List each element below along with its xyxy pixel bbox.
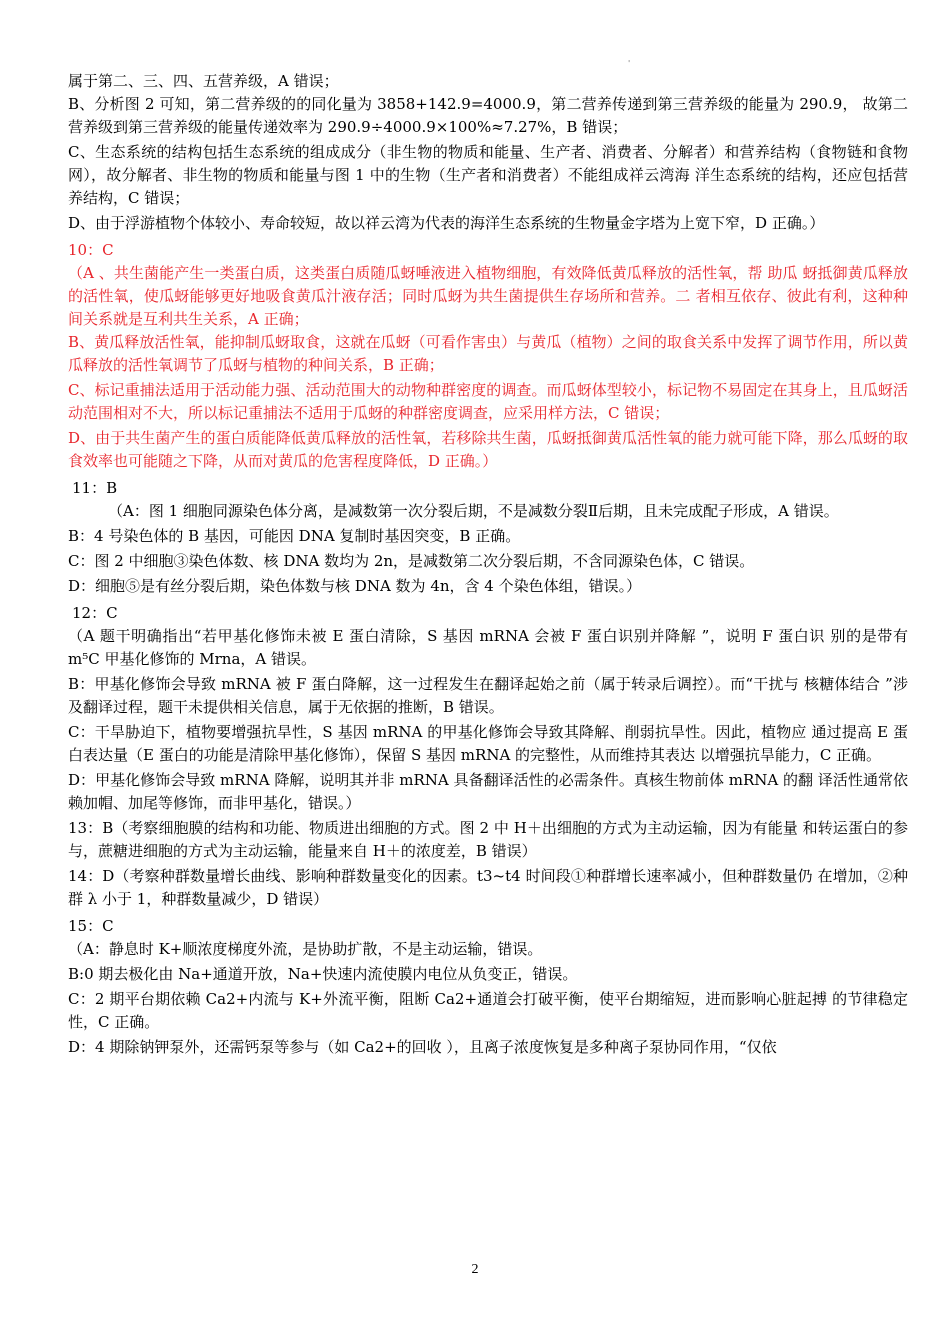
q9-option-b: B、分析图 2 可知，第二营养级的的同化量为 3858+142.9=4000.9，第二营养传递到第三营养级的能量为 290.9， 故第二营养级到第三营养级的能量传递效率为 290.9÷4000.9×100%≈7.27%，B 错误； [68,95,908,136]
q15-option-a: （A：静息时 K+顺浓度梯度外流，是协助扩散，不是主动运输，错误。 [68,940,543,958]
q11-option-c: C：图 2 中细胞③染色体数、核 DNA 数均为 2n，是减数第二次分裂后期，不含同源染色体，C 错误。 [68,552,755,570]
q12-answer: 12：C [72,604,118,622]
q12-option-d: D：甲基化修饰会导致 mRNA 降解，说明其并非 mRNA 具备翻译活性的必需条件。真核生物前体 mRNA 的翻 译活性通常依赖加帽、加尾等修饰，而非甲基化，错误。） [68,771,908,812]
q11-answer: 11：B [72,479,118,497]
page-number: 2 [471,1262,479,1277]
q15-option-b: B:0 期去极化由 Na+通道开放，Na+快速内流使膜内电位从负变正，错误。 [68,965,578,983]
q12-option-a: （A 题干明确指出“若甲基化修饰未被 E 蛋白清除，S 基因 mRNA 会被 F 蛋白识别并降解 ”，说明 F 蛋白识 别的是带有 m⁵C 甲基化修饰的 Mrna，A 错误。 [68,627,908,668]
q10-option-a: （A 、共生菌能产生一类蛋白质，这类蛋白质随瓜蚜唾液进入植物细胞，有效降低黄瓜释放的活性氧，帮 助瓜 蚜抵御黄瓜释放的活性氧，使瓜蚜能够更好地吸食黄瓜汁液存活；同时瓜蚜为共生菌提供生存场所和营养。二 者相互依存、彼此有利，这种种间关系就是互利共生关系，A 正确； [68,264,908,328]
q9-line-1: 属于第二、三、四、五营养级，A 错误； [68,72,339,90]
q12-option-b: B：甲基化修饰会导致 mRNA 被 F 蛋白降解，这一过程发生在翻译起始之前（属于转录后调控）。而“干扰与 核糖体结合 ”涉及翻译过程，题干未提供相关信息，属于无依据的推断，B 错误。 [68,675,908,716]
q11-option-b: B：4 号染色体的 B 基因，可能因 DNA 复制时基因突变，B 正确。 [68,527,521,545]
q11-option-a: （A：图 1 细胞同源染色体分离，是减数第一次分裂后期，不是减数分裂Ⅱ后期，且未完成配子形成，A 错误。 [108,502,839,520]
q13-explanation: 13：B（考察细胞膜的结构和功能、物质进出细胞的方式。图 2 中 H＋出细胞的方式为主动运输，因为有能量 和转运蛋白的参与，蔗糖进细胞的方式为主动运输，能量来自 H＋的浓度差，B 错误） [68,819,908,860]
q15-option-c: C：2 期平台期依赖 Ca2+内流与 K+外流平衡，阻断 Ca2+通道会打破平衡，使平台期缩短，进而影响心脏起搏 的节律稳定性，C 正确。 [68,990,908,1031]
q9-option-c: C、生态系统的结构包括生态系统的组成成分（非生物的物质和能量、生产者、消费者、分解者）和营养结构（食物链和食物网），故分解者、非生物的物质和能量与图 1 中的生物（生产者和消费者）不能组成祥云湾海 洋生态系统的结构，还应包括营养结构，C 错误； [68,143,908,207]
q11-option-d: D：细胞⑤是有丝分裂后期，染色体数与核 DNA 数为 4n，含 4 个染色体组，错误。） [68,577,642,595]
q15-option-d: D：4 期除钠钾泵外，还需钙泵等参与（如 Ca2+的回收 ），且离子浓度恢复是多种离子泵协同作用，“仅依 [68,1038,777,1056]
answer-explanations [68,70,908,1059]
q14-explanation: 14：D（考察种群数量增长曲线、影响种群数量变化的因素。t3~t4 时间段①种群增长速率减小，但种群数量仍 在增加，②种群 λ 小于 1，种群数量减少，D 错误） [68,867,908,908]
page-marker: ' [628,59,631,68]
q10-option-b: B、黄瓜释放活性氧，能抑制瓜蚜取食，这就在瓜蚜（可看作害虫）与黄瓜（植物）之间的取食关系中发挥了调节作用，所以黄瓜释放的活性氧调节了瓜蚜与植物的种间关系，B 正确； [68,333,908,374]
q10-answer: 10：C [68,241,114,259]
q12-option-c: C：干旱胁迫下，植物要增强抗旱性，S 基因 mRNA 的甲基化修饰会导致其降解、削弱抗旱性。因此，植物应 通过提高 E 蛋白表达量（E 蛋白的功能是清除甲基化修饰），保留 S 基因 mRNA 的完整性，从而维持其表达 以增强抗旱能力，C 正确。 [68,723,908,764]
q9-option-d: D、由于浮游植物个体较小、寿命较短，故以祥云湾为代表的海洋生态系统的生物量金字塔为上宽下窄，D 正确。） [68,214,825,232]
q10-option-c: C、标记重捕法适用于活动能力强、活动范围大的动物种群密度的调查。而瓜蚜体型较小，标记物不易固定在其身上，且瓜蚜活动范围相对不大，所以标记重捕法不适用于瓜蚜的种群密度调查，应采用样方法，C 错误； [68,381,908,422]
q15-answer: 15：C [68,917,114,935]
q10-option-d: D、由于共生菌产生的蛋白质能降低黄瓜释放的活性氧，若移除共生菌，瓜蚜抵御黄瓜活性氧的能力就可能下降，那么瓜蚜的取食效率也可能随之下降，从而对黄瓜的危害程度降低，D 正确。） [68,429,908,470]
